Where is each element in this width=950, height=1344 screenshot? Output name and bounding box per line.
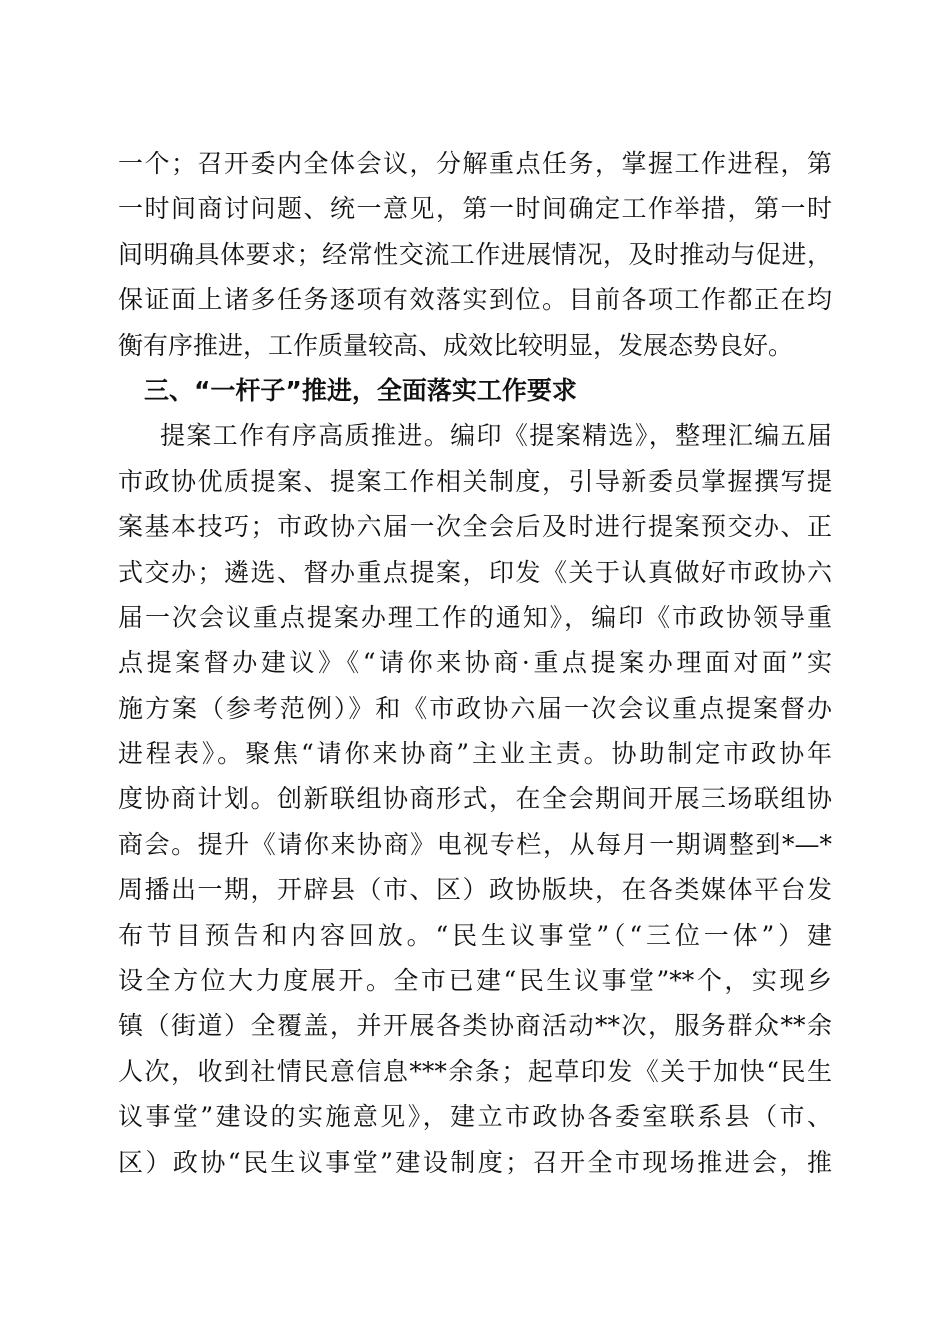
text-line: 保证面上诸多任务逐项有效落实到位。目前各项工作都正在均 <box>118 285 832 315</box>
section-heading: 三、“一杆子”推进，全面落实工作要求 <box>144 375 577 405</box>
text-line: 施方案（参考范例）》和《市政协六届一次会议重点提案督办 <box>118 693 832 723</box>
text-line: 布节目预告和内容回放。“民生议事堂”（“三位一体”）建 <box>118 920 832 950</box>
text-line: 商会。提升《请你来协商》电视专栏，从每月一期调整到*—* <box>118 829 832 859</box>
text-line: 一时间商讨问题、统一意见，第一时间确定工作举措，第一时 <box>118 194 832 224</box>
text-line: 议事堂”建设的实施意见》，建立市政协各委室联系县（市、 <box>118 1102 832 1132</box>
text-line: 提案工作有序高质推进。编印《提案精选》，整理汇编五届 <box>160 421 832 451</box>
text-line: 人次，收到社情民意信息***余条；起草印发《关于加快“民生 <box>118 1056 832 1086</box>
text-line: 点提案督办建议》《“请你来协商·重点提案办理面对面”实 <box>118 648 832 678</box>
text-line: 镇（街道）全覆盖，并开展各类协商活动**次，服务群众**余 <box>118 1011 832 1041</box>
text-line: 式交办；遴选、督办重点提案，印发《关于认真做好市政协六 <box>118 557 832 587</box>
text-line: 间明确具体要求；经常性交流工作进展情况，及时推动与促进， <box>118 239 832 269</box>
text-line: 一个；召开委内全体会议，分解重点任务，掌握工作进程，第 <box>118 149 832 178</box>
text-line: 衡有序推进，工作质量较高、成效比较明显，发展态势良好。 <box>118 330 794 360</box>
text-line: 设全方位大力度展开。全市已建“民生议事堂”**个，实现乡 <box>118 966 832 996</box>
text-line: 周播出一期，开辟县（市、区）政协版块，在各类媒体平台发 <box>118 875 832 905</box>
text-line: 度协商计划。创新联组协商形式，在全会期间开展三场联组协 <box>118 784 832 814</box>
text-line: 市政协优质提案、提案工作相关制度，引导新委员掌握撰写提 <box>118 466 832 496</box>
document-body <box>118 141 832 1185</box>
text-line: 进程表》。聚焦“请你来协商”主业主责。协助制定市政协年 <box>118 739 832 769</box>
text-line: 届一次会议重点提案办理工作的通知》，编印《市政协领导重 <box>118 602 832 632</box>
text-line: 区）政协“民生议事堂”建设制度；召开全市现场推进会，推 <box>118 1147 832 1177</box>
text-line: 案基本技巧；市政协六届一次全会后及时进行提案预交办、正 <box>118 512 832 542</box>
